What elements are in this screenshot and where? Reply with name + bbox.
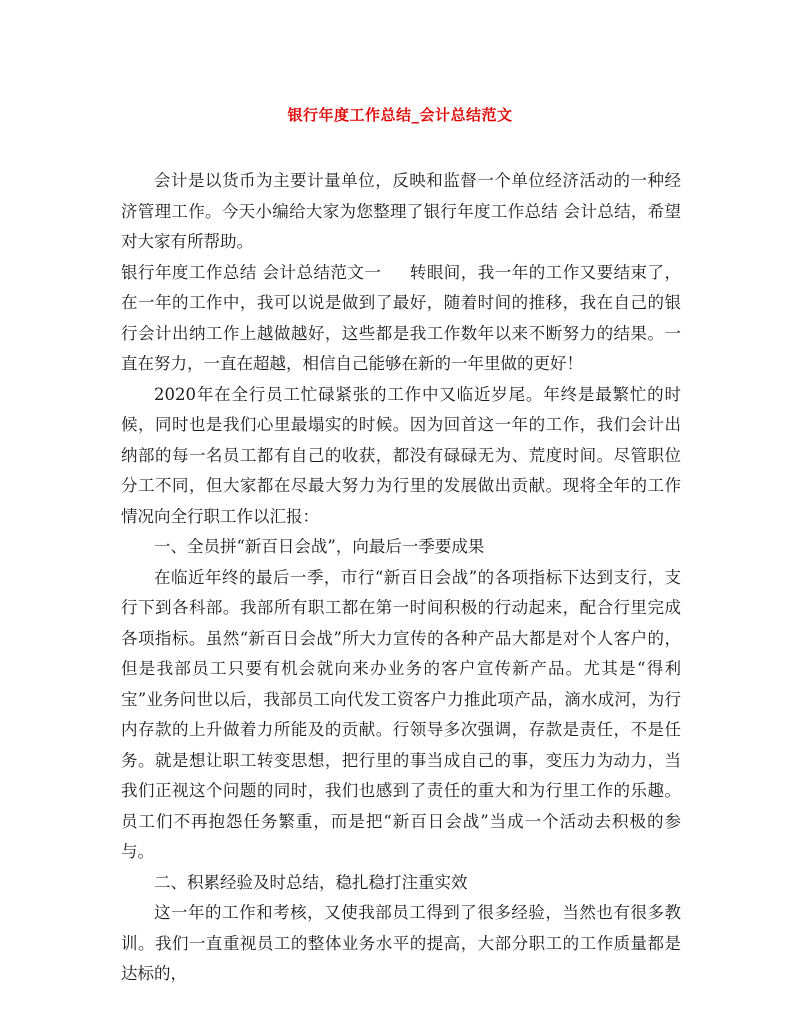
section-one-heading: 一、全员拼“新百日会战”，向最后一季要成果 <box>154 537 485 556</box>
document-title: 银行年度工作总结_会计总结范文 <box>287 106 513 124</box>
first-essay-body: 转眼间，我一年的工作又要结束了，在一年的工作中，我可以说是做到了最好，随着时间的推移，我在自己的银行会计出纳工作上越做越好，这些都是我工作数年以来不断努力的结果。一直在努力，一直在超越，相信自己能够在新的一年里做的更好！ <box>121 262 681 373</box>
document-body <box>121 166 681 990</box>
intro-paragraph: 会计是以货币为主要计量单位，反映和监督一个单位经济活动的一种经济管理工作。今天小编给大家为您整理了银行年度工作总结 会计总结，希望对大家有所帮助。 <box>121 171 681 251</box>
first-essay-heading: 银行年度工作总结 会计总结范文一 <box>121 262 382 282</box>
first-essay-paragraph <box>121 258 681 380</box>
section-one-body: 在临近年终的最后一季，市行“新百日会战”的各项指标下达到支行，支行下到各科部。我部所有职工都在第一时间积极的行动起来，配合行里完成各项指标。虽然“新百日会战”所大力宣传的各种产品大都是对个人客户的，但是我部员工只要有机会就向来办业务的客户宣传新产品。尤其是“得利宝”业务问世以后，我部员工向代发工资客户力推此项产品，滴水成河，为行内存款的上升做着力所能及的贡献。行领导多次强调，存款是责任，不是任务。就是想让职工转变思想，把行里的事当成自己的事，变压力为动力，当我们正视这个问题的同时，我们也感到了责任的重大和为行里工作的乐趣。员工们不再抱怨任务繁重，而是把“新百日会战”当成一个活动去积极的参与。 <box>121 567 681 861</box>
section-two-heading: 二、积累经验及时总结，稳扎稳打注重实效 <box>154 872 468 892</box>
year-review-paragraph: 2020年在全行员工忙碌紧张的工作中又临近岁尾。年终是最繁忙的时候，同时也是我们心里最塌实的时候。因为回首这一年的工作，我们会计出纳部的每一名员工都有自己的收获，都没有碌碌无为、荒度时间。尽管职位分工不同，但大家都在尽最大努力为行里的发展做出贡献。现将全年的工作情况向全行职工作以汇报： <box>121 384 681 526</box>
section-two-body: 这一年的工作和考核，又使我部员工得到了很多经验，当然也有很多教训。我们一直重视员工的整体业务水平的提高，大部分职工的工作质量都是达标的， <box>121 903 681 983</box>
